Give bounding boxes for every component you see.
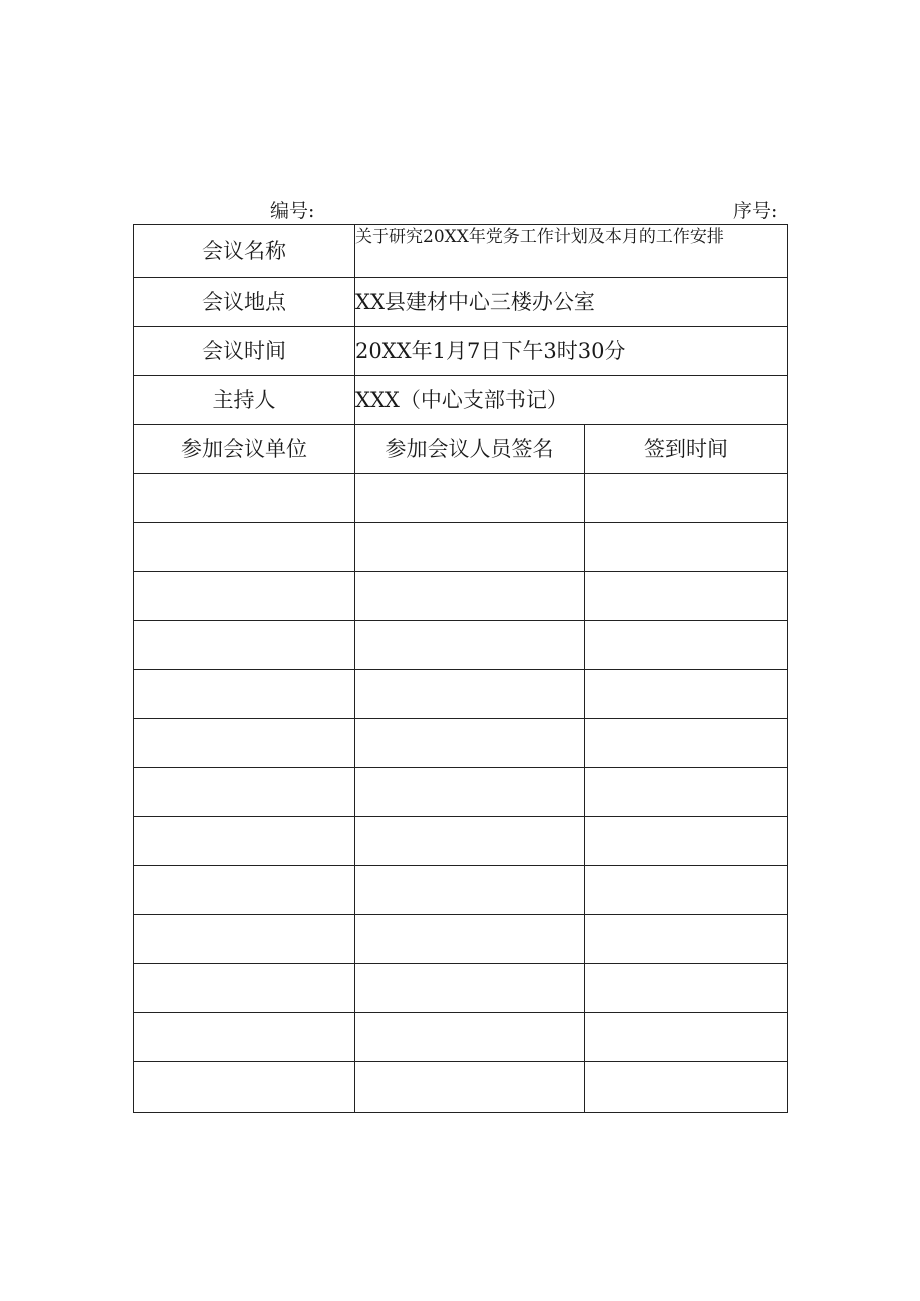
sign-in-time-cell xyxy=(585,670,788,719)
signature-cell xyxy=(355,670,585,719)
meeting-name-row xyxy=(134,225,788,278)
sign-in-time-cell xyxy=(585,915,788,964)
signature-cell xyxy=(355,474,585,523)
sign-in-time-cell xyxy=(585,523,788,572)
meeting-time-label: 会议时间 xyxy=(134,327,355,376)
signature-cell xyxy=(355,621,585,670)
unit-cell xyxy=(134,866,355,915)
table-row xyxy=(134,670,788,719)
unit-cell xyxy=(134,915,355,964)
meeting-host-value: XXX（中心支部书记） xyxy=(355,376,788,425)
unit-cell xyxy=(134,817,355,866)
table-row xyxy=(134,1062,788,1113)
table-row xyxy=(134,866,788,915)
sign-in-time-cell xyxy=(585,1013,788,1062)
number-label: 编号: xyxy=(270,200,315,222)
signature-cell xyxy=(355,964,585,1013)
sign-in-time-cell xyxy=(585,572,788,621)
meeting-host-row xyxy=(134,376,788,425)
signature-cell xyxy=(355,523,585,572)
signature-cell xyxy=(355,572,585,621)
unit-cell xyxy=(134,719,355,768)
signature-cell xyxy=(355,915,585,964)
signature-cell xyxy=(355,1062,585,1113)
signature-cell xyxy=(355,719,585,768)
sign-in-table xyxy=(133,224,788,1113)
signature-cell xyxy=(355,817,585,866)
meeting-name-value: 关于研究20XX年党务工作计划及本月的工作安排 xyxy=(355,225,788,278)
unit-cell xyxy=(134,621,355,670)
meeting-place-row xyxy=(134,278,788,327)
unit-cell xyxy=(134,670,355,719)
table-row xyxy=(134,572,788,621)
meeting-time-row xyxy=(134,327,788,376)
unit-cell xyxy=(134,474,355,523)
sign-in-time-cell xyxy=(585,474,788,523)
attendance-header-row xyxy=(134,425,788,474)
sign-in-time-cell xyxy=(585,817,788,866)
sign-in-time-cell xyxy=(585,768,788,817)
unit-cell xyxy=(134,1062,355,1113)
sign-in-time-cell xyxy=(585,719,788,768)
column-header-unit: 参加会议单位 xyxy=(134,425,355,474)
attendance-rows xyxy=(134,474,788,1113)
unit-cell xyxy=(134,964,355,1013)
table-row xyxy=(134,1013,788,1062)
table-row xyxy=(134,768,788,817)
unit-cell xyxy=(134,523,355,572)
unit-cell xyxy=(134,768,355,817)
table-row xyxy=(134,719,788,768)
serial-label: 序号: xyxy=(733,200,778,222)
meeting-place-value: XX县建材中心三楼办公室 xyxy=(355,278,788,327)
table-row xyxy=(134,523,788,572)
column-header-sign-in-time: 签到时间 xyxy=(585,425,788,474)
unit-cell xyxy=(134,572,355,621)
meeting-time-value: 20XX年1月7日下午3时30分 xyxy=(355,327,788,376)
signature-cell xyxy=(355,768,585,817)
table-row xyxy=(134,474,788,523)
table-row xyxy=(134,964,788,1013)
meeting-host-label: 主持人 xyxy=(134,376,355,425)
meeting-name-label: 会议名称 xyxy=(134,225,355,278)
table-row xyxy=(134,915,788,964)
sign-in-time-cell xyxy=(585,866,788,915)
unit-cell xyxy=(134,1013,355,1062)
table-row xyxy=(134,817,788,866)
table-row xyxy=(134,621,788,670)
sign-in-time-cell xyxy=(585,1062,788,1113)
sign-in-time-cell xyxy=(585,621,788,670)
sign-in-time-cell xyxy=(585,964,788,1013)
meeting-place-label: 会议地点 xyxy=(134,278,355,327)
column-header-signature: 参加会议人员签名 xyxy=(355,425,585,474)
signature-cell xyxy=(355,1013,585,1062)
signature-cell xyxy=(355,866,585,915)
